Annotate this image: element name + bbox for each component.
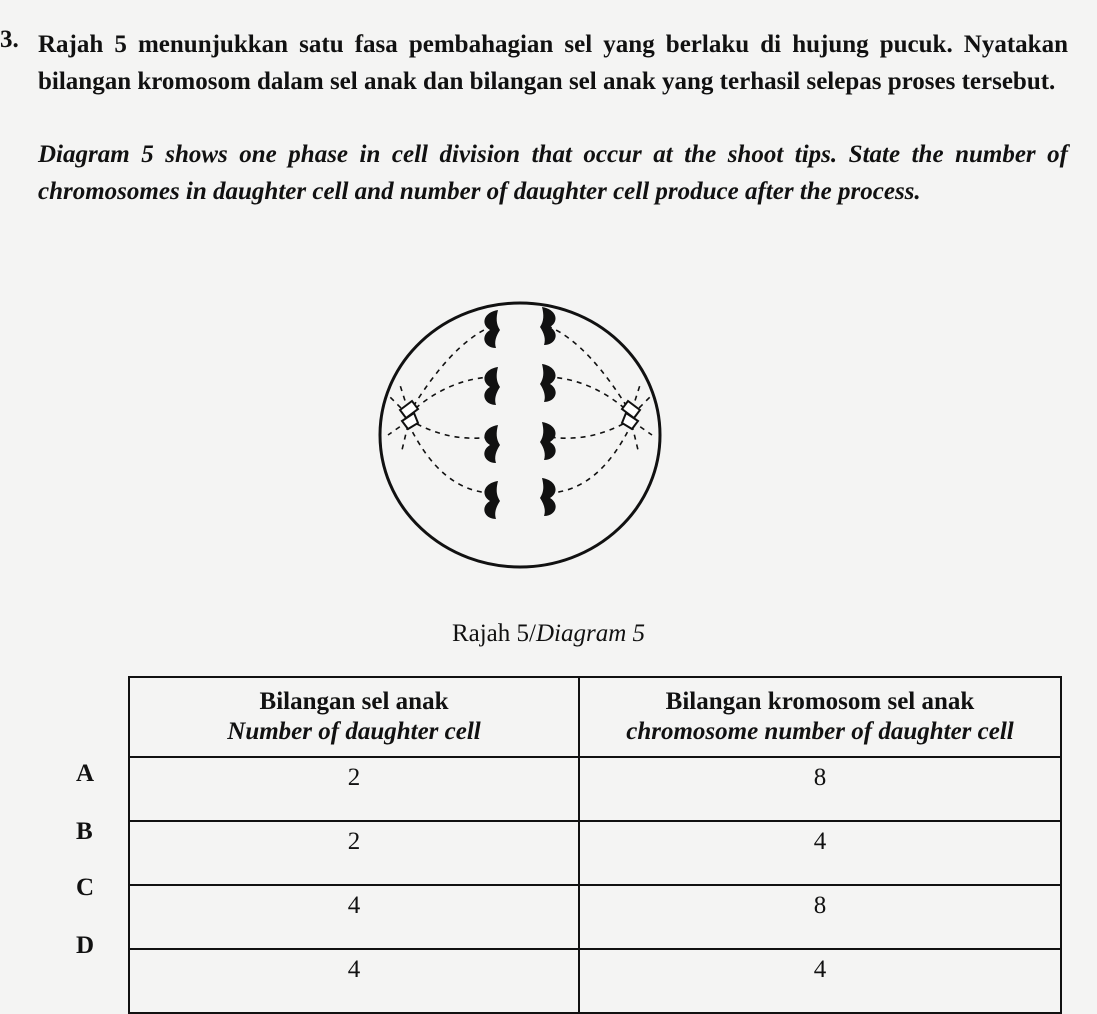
caption-malay: Rajah 5/ bbox=[451, 620, 536, 647]
diagram-caption bbox=[0, 620, 1097, 648]
caption-english: Diagram 5 bbox=[535, 620, 646, 647]
spindle-fibres bbox=[388, 327, 652, 493]
option-label-c[interactable]: C bbox=[76, 874, 95, 901]
daughter-cells-cell: 4 bbox=[129, 885, 579, 949]
option-label-a[interactable]: A bbox=[76, 760, 95, 787]
table-row[interactable] bbox=[129, 757, 1061, 821]
table-header-row bbox=[129, 677, 1061, 757]
chromosome-number-cell: 4 bbox=[579, 949, 1061, 1013]
daughter-cells-cell: 4 bbox=[129, 949, 579, 1013]
table-row[interactable] bbox=[129, 949, 1061, 1013]
option-label-d[interactable]: D bbox=[76, 932, 95, 959]
header-chromosome-number-english: chromosome number of daughter cell bbox=[626, 718, 1014, 745]
header-chromosome-number-malay: Bilangan kromosom sel anak bbox=[665, 688, 975, 715]
question-text-malay: Rajah 5 menunjukkan satu fasa pembahagian sel yang berlaku di hujung pucuk. Nyatakan bilangan kromosom dalam sel anak dan bilangan sel anak yang terhasil selepas proses tersebut. bbox=[38, 31, 1068, 95]
chromosomes-right bbox=[540, 307, 556, 516]
header-chromosome-number bbox=[579, 677, 1061, 757]
cell-division-diagram bbox=[360, 285, 700, 585]
chromosome-number-cell: 8 bbox=[579, 885, 1061, 949]
daughter-cells-cell: 2 bbox=[129, 821, 579, 885]
table-row[interactable] bbox=[129, 885, 1061, 949]
chromosomes-left bbox=[484, 310, 500, 519]
chromosome-number-cell: 4 bbox=[579, 821, 1061, 885]
question-text-english: Diagram 5 shows one phase in cell division that occur at the shoot tips. State the number of chromosomes in daughter cell and number of daughter cell produce after the process. bbox=[38, 141, 1068, 205]
header-daughter-cells-malay: Bilangan sel anak bbox=[259, 688, 449, 715]
daughter-cells-cell: 2 bbox=[129, 757, 579, 821]
header-daughter-cells bbox=[129, 677, 579, 757]
question-number: 3. bbox=[0, 26, 19, 53]
answer-options-table bbox=[128, 676, 1062, 1014]
centriole-left bbox=[400, 401, 418, 429]
cell-membrane bbox=[380, 303, 660, 567]
header-daughter-cells-english: Number of daughter cell bbox=[227, 718, 481, 745]
chromosome-number-cell: 8 bbox=[579, 757, 1061, 821]
centriole-right bbox=[622, 401, 640, 429]
option-label-b[interactable]: B bbox=[76, 818, 93, 845]
table-row[interactable] bbox=[129, 821, 1061, 885]
